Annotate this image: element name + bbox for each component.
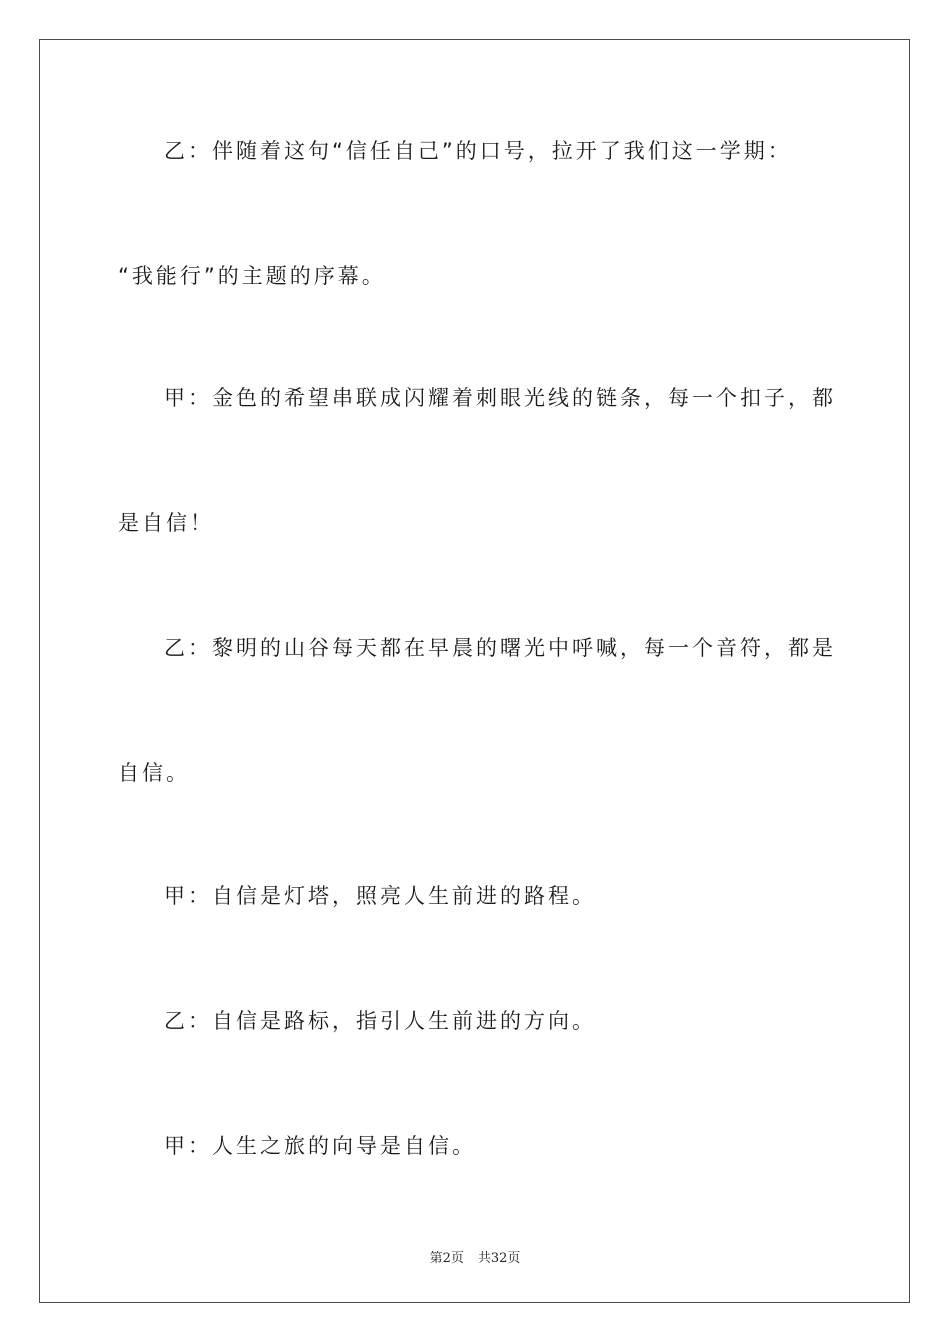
paragraph-line: 是自信！ [118,511,214,535]
paragraph-line: 乙：自信是路标，指引人生前进的方向。 [164,1009,596,1033]
total-pages: 共32页 [477,1251,521,1266]
paragraph-line: 甲：自信是灯塔，照亮人生前进的路程。 [164,884,596,908]
paragraph-line: 甲：金色的希望串联成闪耀着刺眼光线的链条，每一个扣子，都 [164,386,836,410]
paragraph-line: 乙：黎明的山谷每天都在早晨的曙光中呼喊，每一个音符，都是 [164,636,836,660]
paragraph-line: 甲：人生之旅的向导是自信。 [164,1134,476,1158]
paragraph-line: 乙：伴随着这句“信任自己”的口号，拉开了我们这一学期： [164,139,792,163]
paragraph-line: 自信。 [118,761,190,785]
page-border [39,39,910,1303]
page-footer [0,1247,950,1266]
paragraph-line: “我能行”的主题的序幕。 [118,264,386,288]
page-number: 第2页 [429,1251,464,1266]
